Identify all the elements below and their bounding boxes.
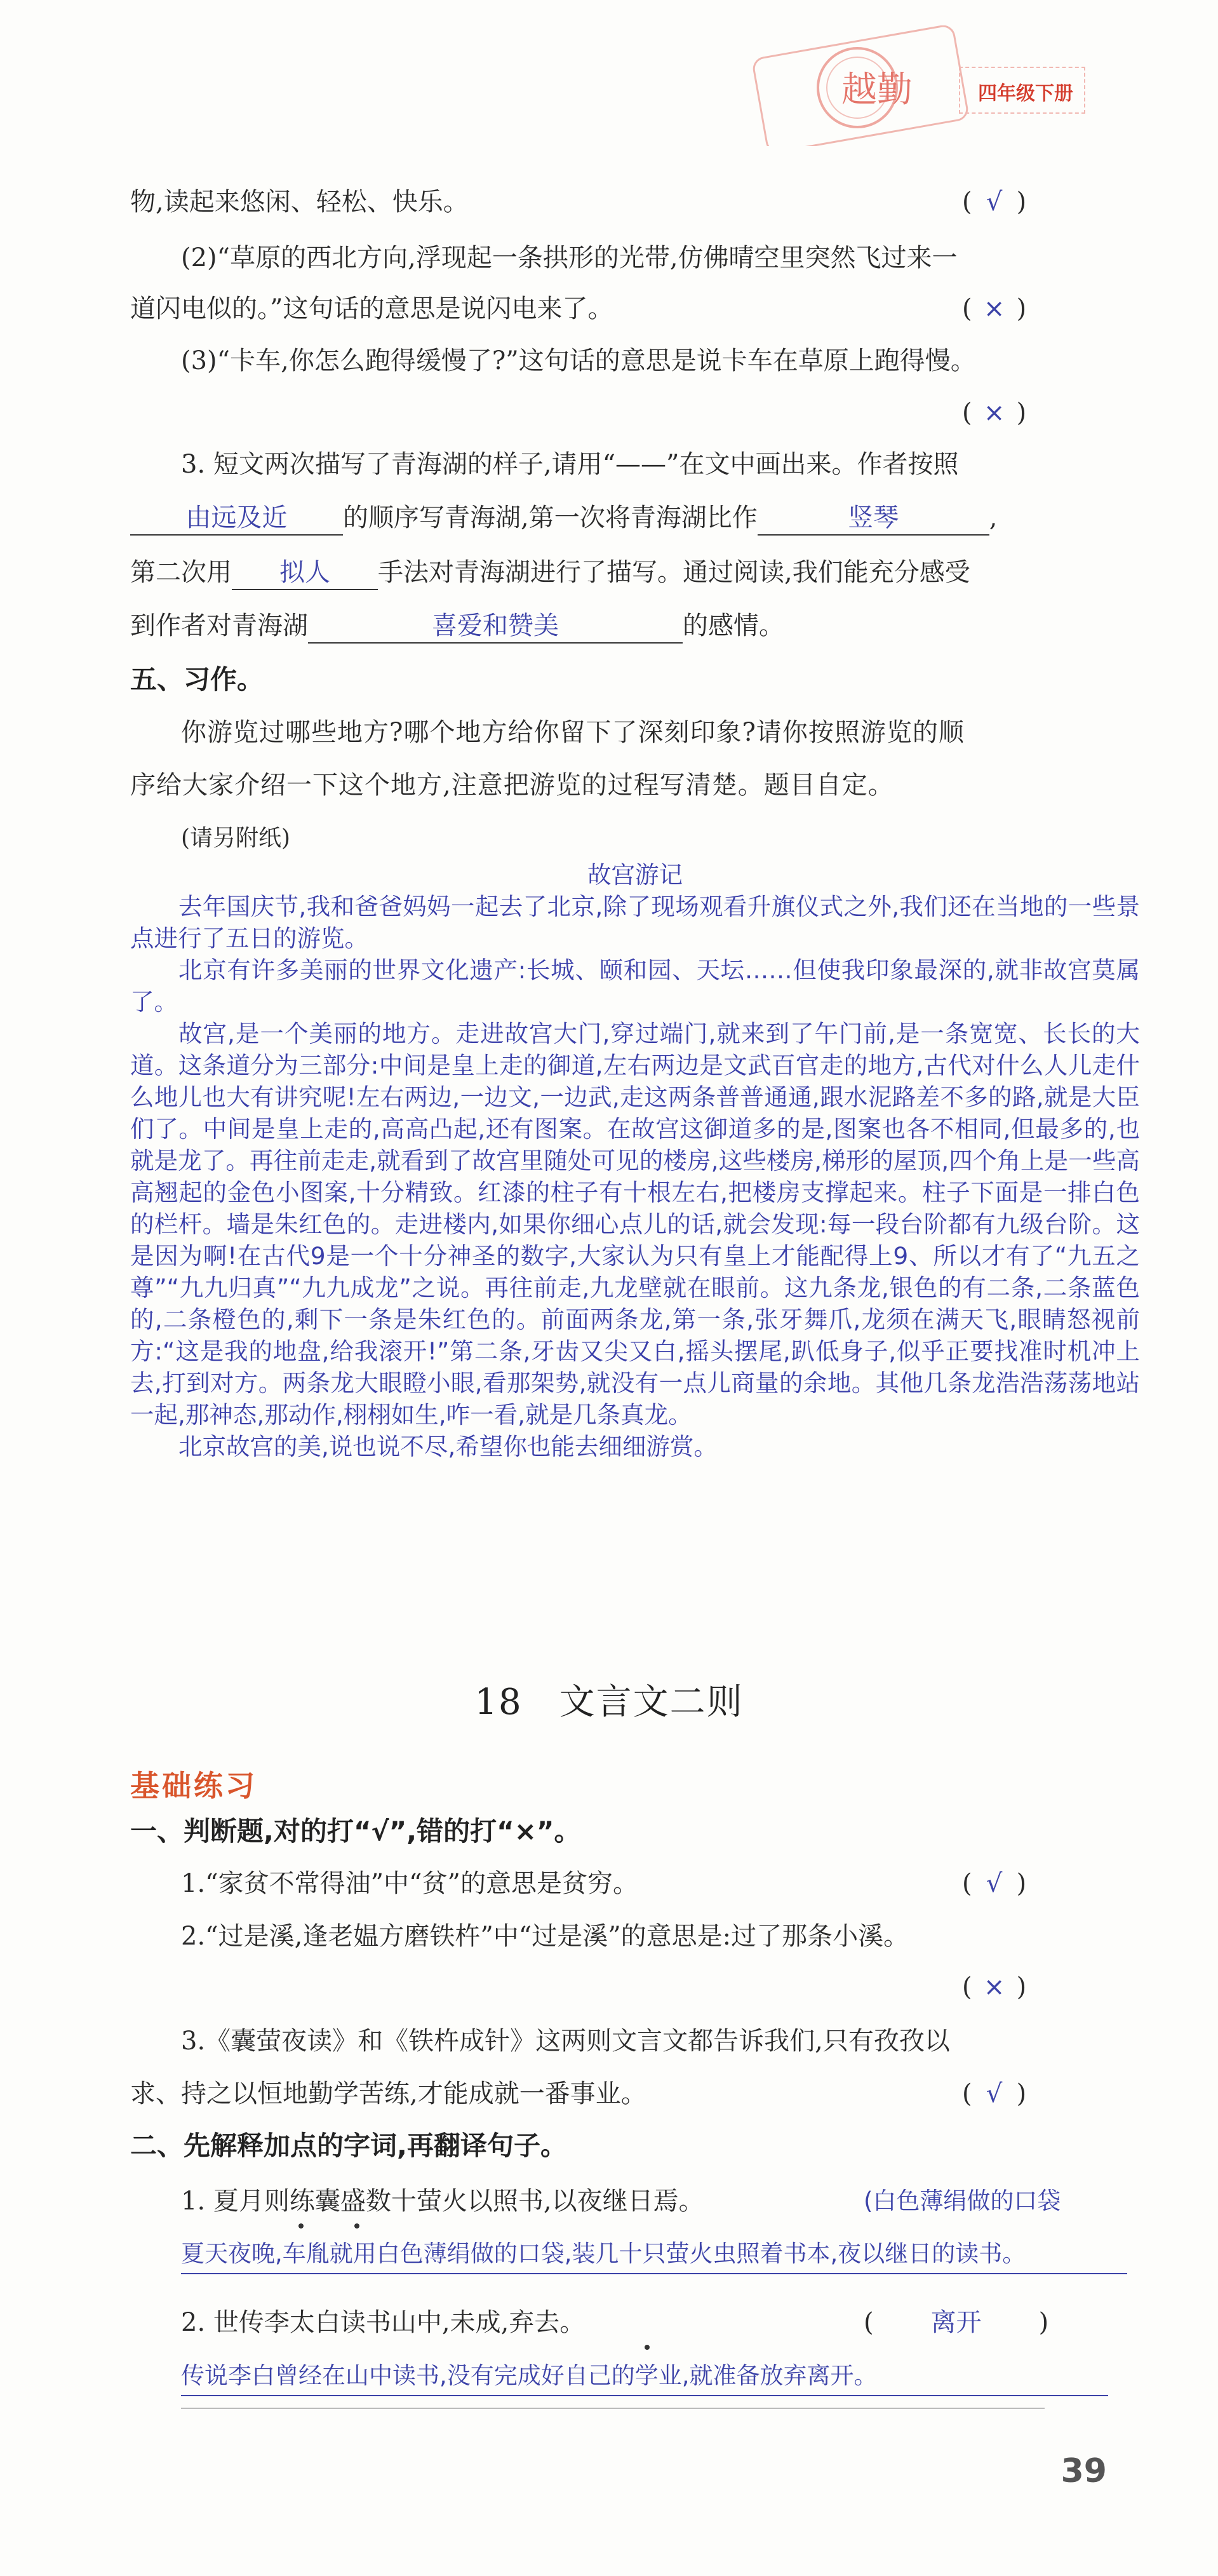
s1-q3-line1: 3.《囊萤夜读》和《铁杵成针》这两则文言文都告诉我们,只有孜孜以 <box>181 2026 950 2056</box>
section5-prompt-line1: 你游览过哪些地方?哪个地方给你留下了深刻印象?请你按照游览的顺 <box>181 718 965 747</box>
answer-metaphor: 竖琴 <box>758 501 989 536</box>
essay-answer <box>130 859 1140 1462</box>
s1-q3-mark: ( √ ) <box>962 2079 1027 2108</box>
section5-heading: 五、习作。 <box>130 664 264 695</box>
answer-order: 由远及近 <box>130 501 343 536</box>
chapter-title: 18 文言文二则 <box>474 1682 744 1723</box>
essay-paragraph: 北京故宫的美,说也说不尽,希望你也能去细细游赏。 <box>178 1433 718 1460</box>
s2-q2: 2. 世传李太白读书山中,未成,弃去。 <box>181 2308 586 2337</box>
s2-heading: 二、先解释加点的字词,再翻译句子。 <box>130 2130 567 2161</box>
page-rule <box>181 2408 1045 2409</box>
s2-q2-translation: 传说李白曾经在山中读书,没有完成好自己的学业,就准备放弃离开。 <box>181 2362 878 2389</box>
answer-technique: 拟人 <box>232 556 378 590</box>
essay-paragraph: 去年国庆节,我和爸爸妈妈一起去了北京,除了现场观看升旗仪式之外,我们还在当地的一些景点进行了五日的游览。 <box>130 893 1140 952</box>
q4-line4: 到作者对青海湖 喜爱和赞美 的感情。 <box>130 608 784 644</box>
answer-underline <box>181 2395 1108 2396</box>
s1-q1: 1.“家贫不常得油”中“贫”的意思是贫穷。 <box>181 1869 638 1898</box>
header-stamp-logo <box>746 25 975 146</box>
q3-mark: ( × ) <box>962 398 1027 428</box>
grade-label: 四年级下册 <box>978 83 1073 105</box>
s1-q3-line2: 求、持之以恒地勤学苦练,才能成就一番事业。 <box>130 2079 646 2108</box>
q4-line2: 由远及近 的顺序写青海湖,第一次将青海湖比作 竖琴 , <box>130 500 997 536</box>
s1-heading: 一、判断题,对的打“√”,错的打“×”。 <box>130 1816 581 1847</box>
essay-paragraph: 北京有许多美丽的世界文化遗产:长城、颐和园、天坛……但使我印象最深的,就非故宫莫属了。 <box>130 956 1140 1016</box>
basic-practice-label: 基础练习 <box>130 1769 257 1803</box>
emphasis-dot <box>645 2345 650 2350</box>
page-number: 39 <box>1061 2452 1107 2490</box>
q1-line-end: 物,读起来悠闲、轻松、快乐。 <box>130 187 469 217</box>
s1-q2-mark: ( × ) <box>962 1972 1027 2002</box>
s2-q2-answer: ( 离开 ) <box>864 2308 1049 2337</box>
essay-title: 故宫游记 <box>587 861 683 889</box>
s1-q2: 2.“过是溪,逢老媪方磨铁杵”中“过是溪”的意思是:过了那条小溪。 <box>181 1922 909 1951</box>
answer-underline <box>181 2273 1127 2274</box>
s2-q1-answer: (白色薄绢做的口袋 <box>864 2187 1061 2215</box>
section5-note: (请另附纸) <box>181 825 291 851</box>
emphasis-dot <box>354 2223 359 2229</box>
q2-line2: 道闪电似的。”这句话的意思是说闪电来了。 <box>130 294 613 323</box>
q1-mark: ( √ ) <box>962 187 1027 217</box>
q4-line3: 第二次用 拟人 手法对青海湖进行了描写。通过阅读,我们能充分感受 <box>130 555 970 590</box>
essay-paragraph: 故宫,是一个美丽的地方。走进故宫大门,穿过端门,就来到了午门前,是一条宽宽、长长的大道。这条道分为三部分:中间是皇上走的御道,左右两边是文武百官走的地方,古代对什么人儿走什么地儿也大有讲究呢!左右两边,一边文,一边武,走这两条普普通通,跟水泥路差不多的路,就是大臣们了。中间是皇上走的,高高凸起,还有图案。在故宫这御道多的是,图案也各不相同,但最多的,也就是龙了。再往前走走,就看到了故宫里随处可见的楼房,这些楼房,梯形的屋顶,四个角上是一些高高翘起的金色小图案,十分精致。红漆的柱子有十根左右,把楼房支撑起来。柱子下面是一排白色的栏杆。墙是朱红色的。走进楼内,如果你细心点儿的话,就会发现:每一段台阶都有九级台阶。这是因为啊!在古代9是一个十分神圣的数字,大家认为只有皇上才能配得上9、所以才有了“九五之尊”“九九归真”“九九成龙”之说。再往前走,九龙壁就在眼前。这九条龙,银色的有二条,二条蓝色的,二条橙色的,剩下一条是朱红色的。前面两条龙,第一条,张牙舞爪,龙须在满天飞,眼睛怒视前方:“这是我的地盘,给我滚开!”第二条,牙齿又尖又白,摇头摆尾,趴低身子,似乎正要找准时机冲上去,打到对方。两条龙大眼瞪小眼,看那架势,就没有一点儿商量的余地。其他几条龙浩浩荡荡地站一起,那神态,那动作,栩栩如生,咋一看,就是几条真龙。 <box>130 1020 1140 1429</box>
q4-line1: 3. 短文两次描写了青海湖的样子,请用“——”在文中画出来。作者按照 <box>181 450 959 479</box>
s2-q1: 1. 夏月则练囊盛数十萤火以照书,以夜继日焉。 <box>181 2187 704 2216</box>
q3-line1: (3)“卡车,你怎么跑得缓慢了?”这句话的意思是说卡车在草原上跑得慢。 <box>181 346 976 375</box>
answer-feeling: 喜爱和赞美 <box>308 609 683 644</box>
s1-q1-mark: ( √ ) <box>962 1869 1027 1898</box>
s2-q1-translation: 夏天夜晚,车胤就用白色薄绢做的口袋,装几十只萤火虫照着书本,夜以继日的读书。 <box>181 2240 1026 2267</box>
logo-text: 越勤 <box>841 69 913 111</box>
emphasis-dot <box>298 2223 304 2229</box>
q2-mark: ( × ) <box>962 294 1027 323</box>
q2-line1: (2)“草原的西北方向,浮现起一条拱形的光带,仿佛晴空里突然飞过来一 <box>181 243 958 273</box>
section5-prompt-line2: 序给大家介绍一下这个地方,注意把游览的过程写清楚。题目自定。 <box>130 771 894 800</box>
